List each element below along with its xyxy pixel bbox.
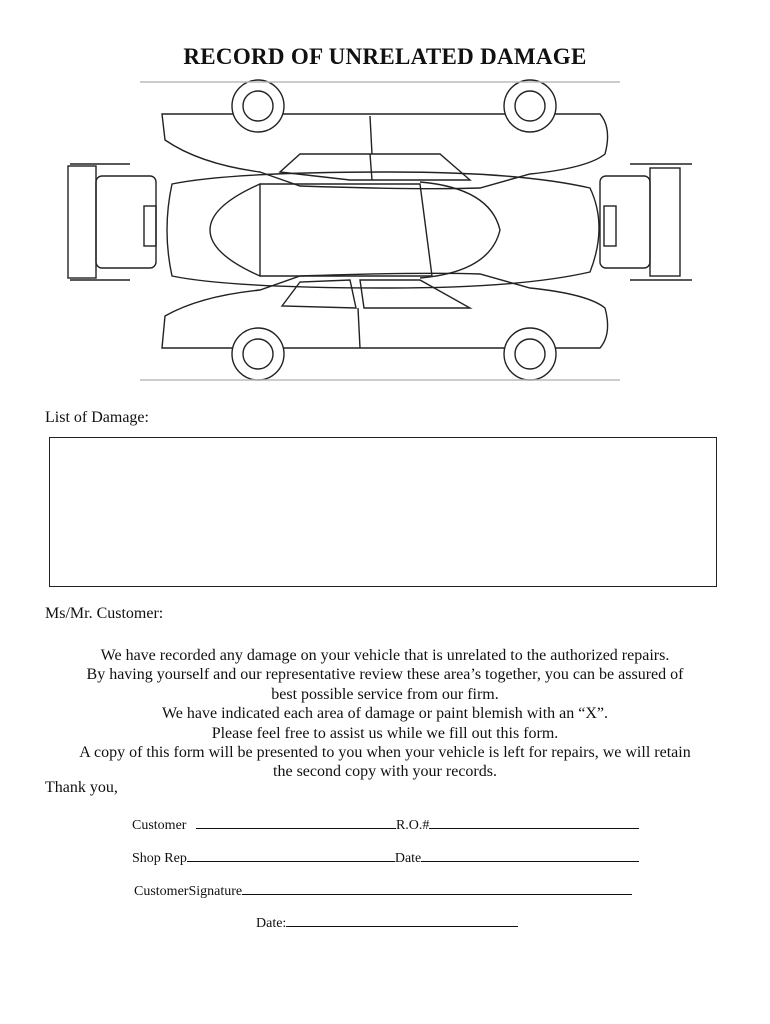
ro-label: R.O.# [395,818,430,833]
car-top-view [167,172,599,288]
paragraph-line: We have recorded any damage on your vehicle that is unrelated to the authorized repairs. [100,647,670,664]
car-rear-view [68,164,156,280]
page-title: RECORD OF UNRELATED DAMAGE [183,44,587,69]
list-of-damage-label: List of Damage: [45,409,149,426]
signature-date-input[interactable] [286,912,518,927]
date-input[interactable] [421,847,639,862]
paragraph-line: By having yourself and our representative review these area’s together, you can be assured of [86,666,684,684]
car-side-view-bottom [140,273,620,380]
shop-rep-input[interactable] [187,847,395,862]
car-front-view [600,164,692,280]
paragraph-line: best possible service from our firm. [271,685,499,703]
ro-input[interactable] [429,814,639,829]
shop-rep-label: Shop Rep [132,851,187,866]
customer-field-row [132,814,639,834]
customer-input[interactable] [196,814,396,829]
paragraph-line: the second copy with your records. [273,763,497,781]
paragraph-line: We have indicated each area of damage or paint blemish with an “X”. [161,705,609,723]
customer-signature-label: CustomerSignature [134,884,243,899]
customer-signature-input[interactable] [242,880,632,895]
damage-list-field[interactable] [49,437,717,587]
closing: Thank you, [45,779,118,796]
signature-date-label: Date: [256,916,287,931]
paragraph-line: Please feel free to assist us while we fill out this form. [211,724,559,742]
vehicle-damage-diagram [60,76,700,386]
date-label: Date [394,851,422,866]
notice-paragraph [30,646,740,782]
shop-rep-field-row [132,847,639,867]
customer-label: Customer [132,818,187,833]
paragraph-line: A copy of this form will be presented to you when your vehicle is left for repairs, we will retain [79,744,691,762]
salutation: Ms/Mr. Customer: [45,605,164,622]
signature-field-row [134,880,632,900]
signature-date-field-row [256,912,518,932]
